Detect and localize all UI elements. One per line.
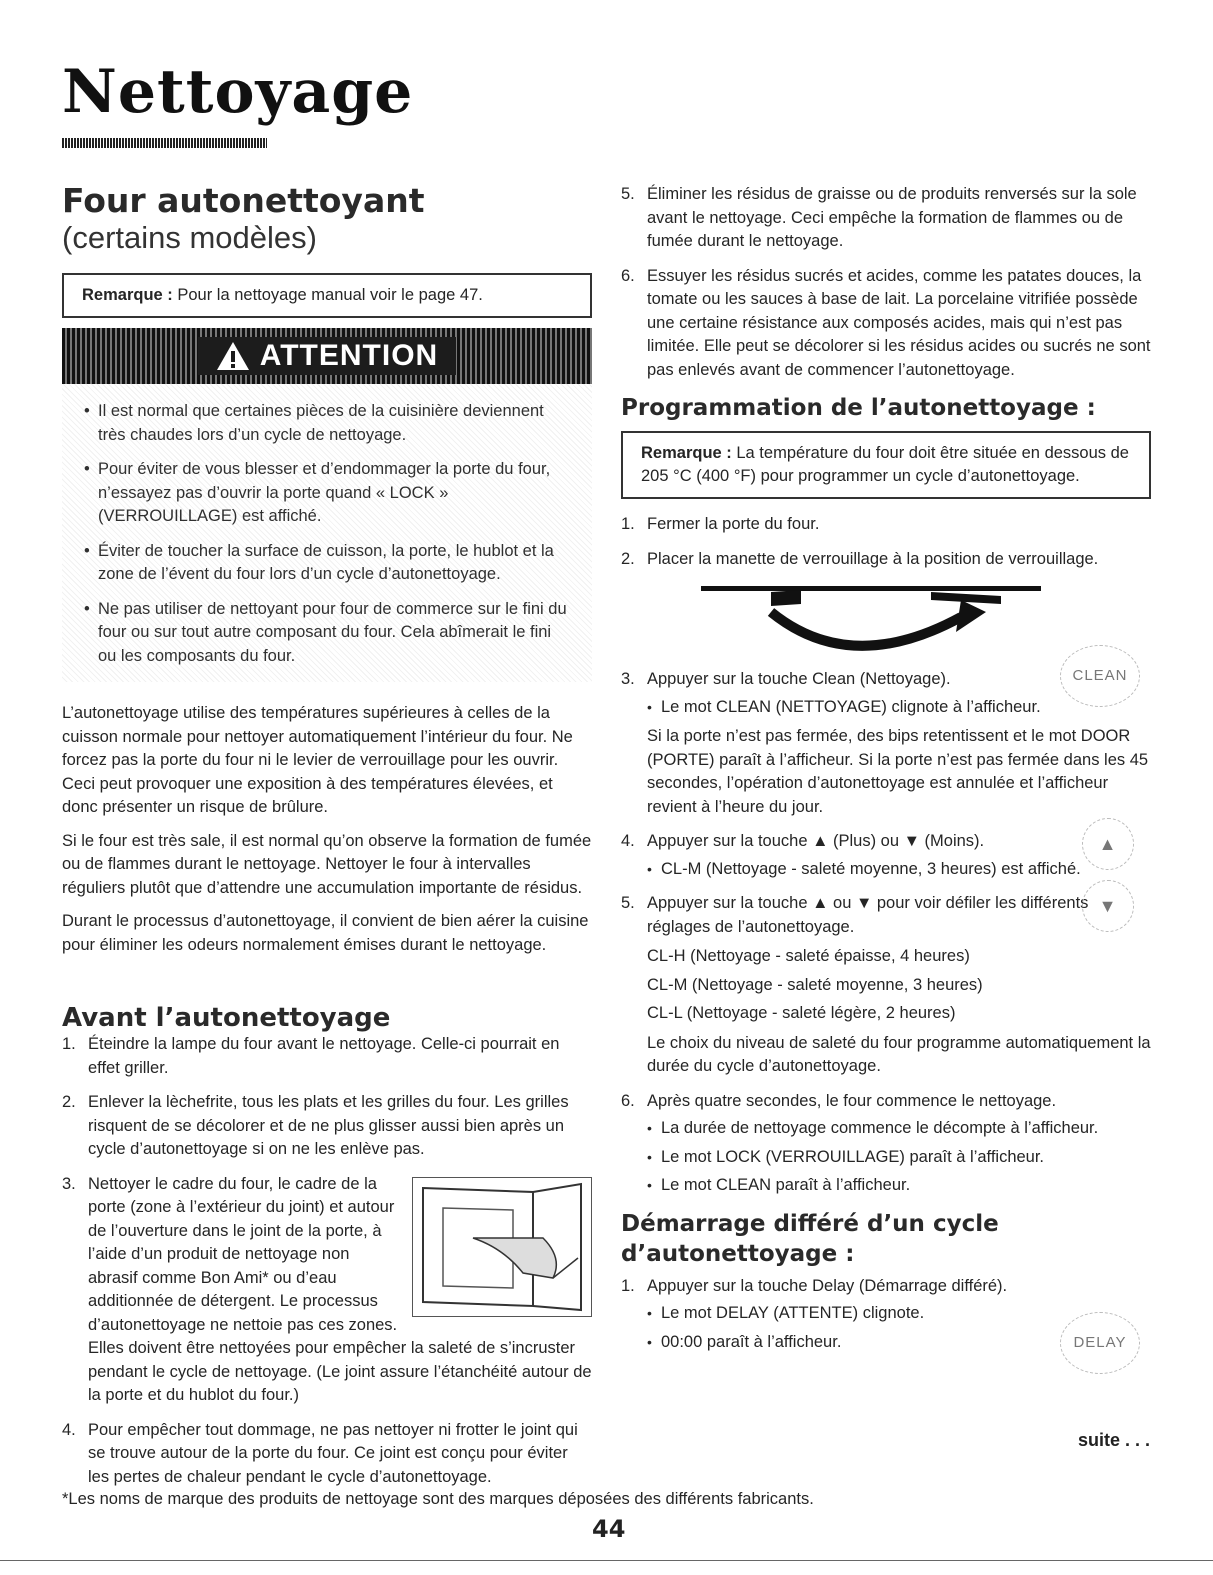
note-box: [62, 273, 592, 318]
cleaning-level-line: CL-M (Nettoyage - saleté moyenne, 3 heures): [647, 975, 983, 994]
note-text: La température du four doit être située en dessous de 205 °C (400 °F) pour programmer un cycle d’autonettoyage.: [641, 444, 1129, 485]
bullet-list: [647, 858, 1151, 882]
step-number: 2.: [621, 549, 635, 568]
paragraph: Durant le processus d’autonettoyage, il convient de bien aérer la cuisine pour éliminer les odeurs normalement émises durant le nettoyage.: [62, 912, 589, 954]
step-number: 1.: [621, 1276, 635, 1295]
preparation-steps-continued: [621, 183, 1151, 382]
step-number: 4.: [621, 832, 635, 850]
attention-item: • Ne pas utiliser de nettoyant pour four de commerce sur le fini du four ou sur tout autre composant du four. Cela abîmerait le fini ou les composants du four.: [84, 598, 574, 669]
programming-steps: [621, 513, 1151, 571]
step-number: 1.: [62, 1035, 76, 1053]
before-cleaning-title: Avant l’autonettoyage: [62, 1003, 391, 1033]
delay-key-illustration: DELAY: [1060, 1312, 1140, 1374]
step-item: [621, 892, 1151, 1079]
footnote: *Les noms de marque des produits de nettoyage sont des marques déposées des différents fabricants.: [62, 1490, 814, 1508]
step-text: Éteindre la lampe du four avant le nettoyage. Celle-ci pourrait en effet griller.: [88, 1035, 560, 1077]
step-text: Essuyer les résidus sucrés et acides, comme les patates douces, la tomate ou les sauces à base de lait. La porcelaine vitrifiée possède une certaine résistance aux composés acides, mais qui n’est pas limitée. Elle peut se décolorer si les résidus acides ou sucrés ne sont pas enlevés avant de commencer l’autonettoyage.: [647, 266, 1151, 379]
step-number: 5.: [621, 894, 635, 912]
attention-item: • Éviter de toucher la surface de cuisson, la porte, le hublot et la zone de l’évent du four lors d’un cycle d’autonettoyage.: [84, 540, 574, 587]
before-cleaning-steps: [62, 1033, 592, 1489]
bullet-item: • Le mot CLEAN paraît à l’afficheur.: [647, 1174, 1151, 1198]
programming-steps-continued: [621, 668, 1151, 1198]
step-item: [621, 183, 1151, 254]
bullet-item: • 00:00 paraît à l’afficheur.: [647, 1331, 1151, 1355]
step-text: Pour empêcher tout dommage, ne pas nettoyer ni frotter le joint qui se trouve autour de la porte du four. Ce joint est conçu pour éviter les pertes de chaleur pendant le cycle d’autonettoyage.: [88, 1420, 578, 1486]
programming-title: Programmation de l’autonettoyage :: [621, 395, 1096, 421]
page-header-title: Nettoyage: [62, 57, 414, 127]
cleaning-level-list: [647, 945, 1151, 1026]
step-text: Appuyer sur la touche Delay (Démarrage différé).: [647, 1276, 1008, 1295]
step-item: [621, 265, 1151, 383]
paragraph: Si le four est très sale, il est normal qu’on observe la formation de fumée ou de flammes durant le nettoyage. Nettoyer le four à intervalles réguliers plutôt que d’attendre une accumulation importante de résidus.: [62, 831, 592, 897]
left-column: [62, 183, 592, 1500]
oven-door-cleaning-illustration: [412, 1177, 592, 1317]
lock-lever-drawing: [701, 582, 1061, 668]
temperature-note-box: [621, 431, 1151, 499]
step-number: 6.: [621, 1091, 635, 1110]
step-item: [62, 1173, 592, 1408]
note-text: Pour la nettoyage manual voir le page 47.: [177, 286, 483, 304]
step-text: Placer la manette de verrouillage à la position de verrouillage.: [647, 549, 1099, 568]
paragraph: Si la porte n’est pas fermée, des bips retentissent et le mot DOOR (PORTE) paraît à l’afficheur. Si la porte n’est pas fermée dans les 45 secondes, l’opération d’autonettoyage est annulée et l’afficheur revient à l’heure du jour.: [647, 727, 1149, 816]
note-label: Remarque :: [82, 286, 173, 304]
step-item: [621, 548, 1151, 572]
bullet-item: • Le mot DELAY (ATTENTE) clignote.: [647, 1302, 1151, 1326]
step-item: [621, 513, 1151, 537]
step-text: Fermer la porte du four.: [647, 515, 820, 533]
attention-banner: [62, 328, 592, 384]
step-text: Éliminer les résidus de graisse ou de produits renversés sur la sole avant le nettoyage. Ceci empêche la formation de flammes ou de fumée durant le nettoyage.: [647, 185, 1137, 250]
step-number: 6.: [621, 266, 635, 285]
section-subtitle: (certains modèles): [62, 220, 317, 255]
minus-key-illustration: ▼: [1082, 880, 1134, 932]
bullet-list: [647, 1117, 1151, 1198]
step-item: [621, 830, 1151, 881]
step-text: Enlever la lèchefrite, tous les plats et les grilles du four. Les grilles risquent de se décolorer et de ne plus glisser aussi bien après un cycle d’autonettoyage si on ne les enlève pas.: [88, 1093, 569, 1158]
clean-key-illustration: CLEAN: [1060, 645, 1140, 707]
step-number: 1.: [621, 515, 635, 533]
bullet-item: • Le mot LOCK (VERROUILLAGE) paraît à l’afficheur.: [647, 1146, 1151, 1170]
plus-key-illustration: ▲: [1082, 818, 1134, 870]
continued-label: suite . . .: [1078, 1430, 1151, 1450]
attention-pill: [198, 337, 456, 375]
oven-illustration-drawing: [413, 1178, 591, 1316]
step-text: Nettoyer le cadre du four, le cadre de la porte (zone à l’extérieur du joint) et autour de l’ouverture dans le joint de la porte, à l’aide d’un produit de nettoyage non abrasif comme Bon Ami* ou d’eau additionnée de détergent. Le processus d’autonettoyage ne nettoie pas ces zones. Elles doivent être nettoyées pour empêcher la saleté de s’incruster pendant le cycle de nettoyage. (Le joint assure l’étanchéité autour de la porte et du hublot du four.): [88, 1174, 592, 1404]
step-number: 2.: [62, 1093, 76, 1111]
step-text: Appuyer sur la touche ▲ ou ▼ pour voir défiler les différents réglages de l’autonettoyage.: [647, 894, 1089, 936]
step-item: [62, 1033, 592, 1080]
bottom-rule: [0, 1560, 1213, 1561]
paragraph: Le choix du niveau de saleté du four programme automatiquement la durée du cycle d’autonettoyage.: [647, 1033, 1151, 1075]
step-text: Appuyer sur la touche ▲ (Plus) ou ▼ (Moins).: [647, 832, 985, 850]
bullet-item: • Le mot CLEAN (NETTOYAGE) clignote à l’afficheur.: [647, 696, 1151, 720]
step-text: Après quatre secondes, le four commence le nettoyage.: [647, 1091, 1057, 1110]
attention-item: • Pour éviter de vous blesser et d’endommager la porte du four, n’essayez pas d’ouvrir la porte quand « LOCK » (VERROUILLAGE) est affiché.: [84, 458, 574, 529]
step-item: [62, 1419, 592, 1490]
note-label: Remarque :: [641, 444, 732, 462]
warning-icon: [216, 341, 250, 371]
header-rule: [62, 138, 267, 148]
step-number: 3.: [62, 1174, 76, 1193]
paragraph: L’autonettoyage utilise des températures supérieures à celles de la cuisson normale pour nettoyer automatiquement l’intérieur du four. Ne forcez pas la porte du four ni le levier de verrouillage pour les ouvrir. Ceci peut provoquer une exposition à des températures élevées, et donc présenter un risque de brûlure.: [62, 704, 573, 816]
page-number: 44: [592, 1515, 626, 1543]
attention-item: • Il est normal que certaines pièces de la cuisinière deviennent très chaudes lors d’un cycle de nettoyage.: [84, 400, 574, 447]
right-column: [621, 183, 1151, 1365]
step-number: 5.: [621, 185, 635, 203]
cleaning-level-line: CL-H (Nettoyage - saleté épaisse, 4 heures): [647, 947, 970, 965]
step-item: [62, 1091, 592, 1162]
step-item: [621, 1090, 1151, 1198]
bullet-item: • CL-M (Nettoyage - saleté moyenne, 3 heures) est affiché.: [647, 858, 1151, 882]
attention-list: [62, 384, 592, 682]
section-title: Four autonettoyant: [62, 181, 425, 220]
step-text: Appuyer sur la touche Clean (Nettoyage).: [647, 670, 951, 688]
cleaning-level-line: CL-L (Nettoyage - saleté légère, 2 heures): [647, 1004, 956, 1022]
bullet-item: • La durée de nettoyage commence le décompte à l’afficheur.: [647, 1117, 1151, 1141]
step-number: 3.: [621, 670, 635, 688]
attention-label: ATTENTION: [259, 339, 439, 373]
step-number: 4.: [62, 1420, 76, 1439]
delayed-start-title: Démarrage différé d’un cycle d’autonettoyage :: [621, 1210, 999, 1267]
